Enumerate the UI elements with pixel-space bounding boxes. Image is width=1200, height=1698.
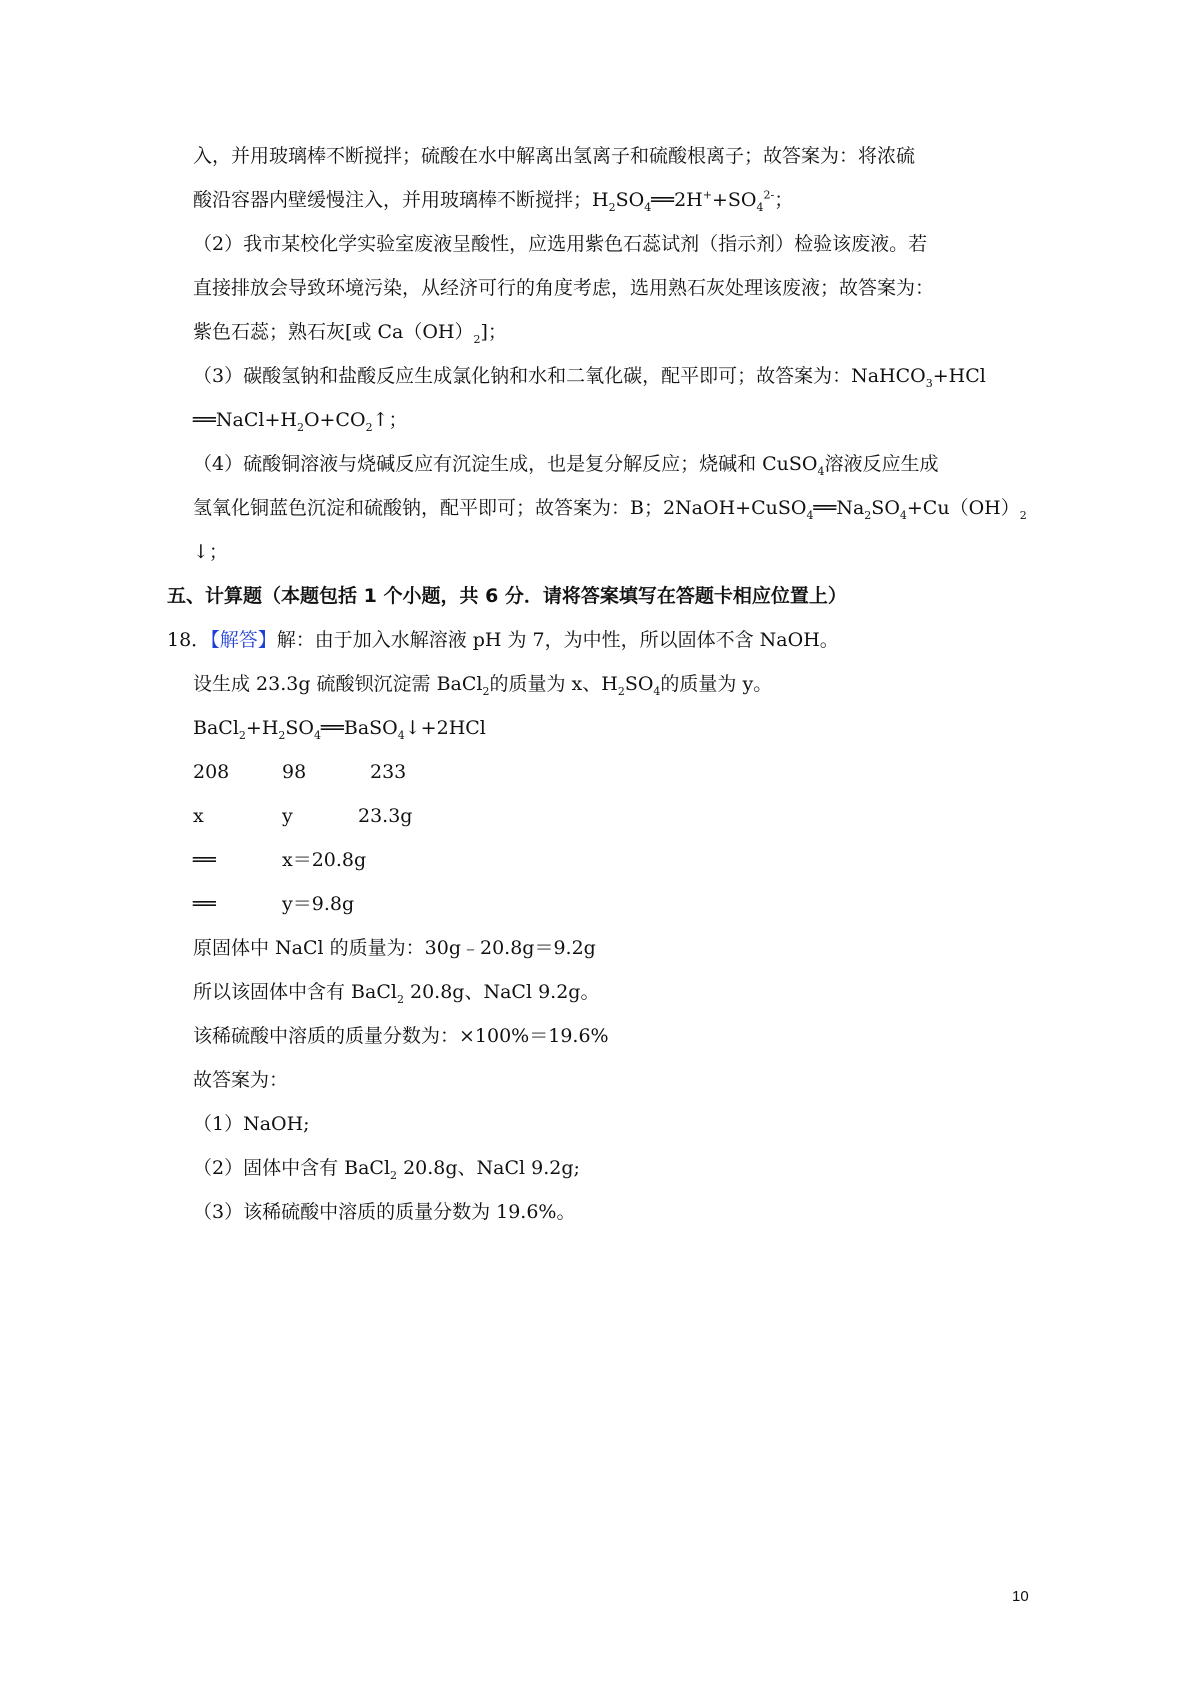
q4-line-2: 氢氧化铜蓝色沉淀和硫酸钠，配平即可；故答案为：B；$2NaOH+CuSO_4══Na_2SO_4+Cu(OH)_2$	[193, 497, 1027, 522]
q4-line-3: ↓；	[193, 541, 228, 563]
fraction-line: 该稀硫酸中溶质的质量分数为：×100%＝19.6%	[193, 1025, 609, 1047]
contains-line: 所以该固体中含有 BaCl$_2$ 20.8g、NaCl 9.2g。	[193, 981, 600, 1006]
page-number: 10	[1012, 1588, 1029, 1605]
result-y: y＝9.8g	[282, 893, 355, 915]
reaction-equation: $BaCl_2+H_2SO_4══BaSO_4↓+2HCl$	[193, 717, 486, 742]
answer-1: （1）NaOH;	[193, 1113, 310, 1135]
molar-mass-h2so4: 98	[282, 761, 307, 783]
precipitate-mass: 23.3g	[358, 805, 413, 827]
q2-line-3: 紫色石蕊；熟石灰[或 $Ca(OH)_2$]；	[193, 321, 507, 346]
q18-line-1: 18．【解答】解：由于加入水解溶液 pH 为 7，为中性，所以固体不含 NaOH。	[167, 629, 839, 651]
q3-line-2: $══NaCl+H_2O+CO_2↑$；	[193, 409, 408, 434]
intro-line-2: 酸沿容器内壁缓慢注入，并用玻璃棒不断搅拌；$H_2SO_4══2H^++SO_4^{2-}$；	[193, 188, 794, 214]
answer-3: （3）该稀硫酸中溶质的质量分数为 19.6%。	[193, 1201, 576, 1223]
molar-mass-bacl2: 208	[193, 761, 230, 783]
q18-line-2: 设生成 23.3g 硫酸钡沉淀需 BaCl$_2$的质量为 x、$H_2SO_4$的质量为 y。	[193, 673, 773, 698]
ratio-mark-2: ══	[193, 893, 216, 915]
molar-mass-baso4: 233	[370, 761, 407, 783]
answer-2: （2）固体中含有 BaCl$_2$ 20.8g、NaCl 9.2g;	[193, 1157, 580, 1182]
q2-line-2: 直接排放会导致环境污染，从经济可行的角度考虑，选用熟石灰处理该废液；故答案为：	[193, 277, 935, 299]
question-number: 18．	[167, 629, 211, 651]
nacl-mass-line: 原固体中 NaCl 的质量为：30g﹣20.8g＝9.2g	[193, 937, 596, 959]
unknown-y: y	[282, 805, 293, 827]
section-heading: 五、计算题（本题包括 1 个小题，共 6 分．请将答案填写在答题卡相应位置上）	[167, 585, 847, 607]
answer-tag: 【解答】	[210, 629, 277, 651]
ratio-mark-1: ══	[193, 849, 216, 871]
result-x: x＝20.8g	[282, 849, 367, 871]
answer-label: 故答案为：	[193, 1069, 289, 1091]
unknown-x: x	[193, 805, 204, 827]
q2-line-1: （2）我市某校化学实验室废液呈酸性，应选用紫色石蕊试剂（指示剂）检验该废液。若	[193, 233, 928, 255]
q3-line-1: （3）碳酸氢钠和盐酸反应生成氯化钠和水和二氧化碳，配平即可；故答案为：NaHCO$_3$+HCl	[193, 365, 986, 390]
intro-line-1: 入，并用玻璃棒不断搅拌；硫酸在水中解离出氢离子和硫酸根离子；故答案为：将浓硫	[193, 145, 916, 167]
q4-line-1: （4）硫酸铜溶液与烧碱反应有沉淀生成，也是复分解反应；烧碱和 CuSO$_4$溶液反应生成	[193, 453, 939, 478]
